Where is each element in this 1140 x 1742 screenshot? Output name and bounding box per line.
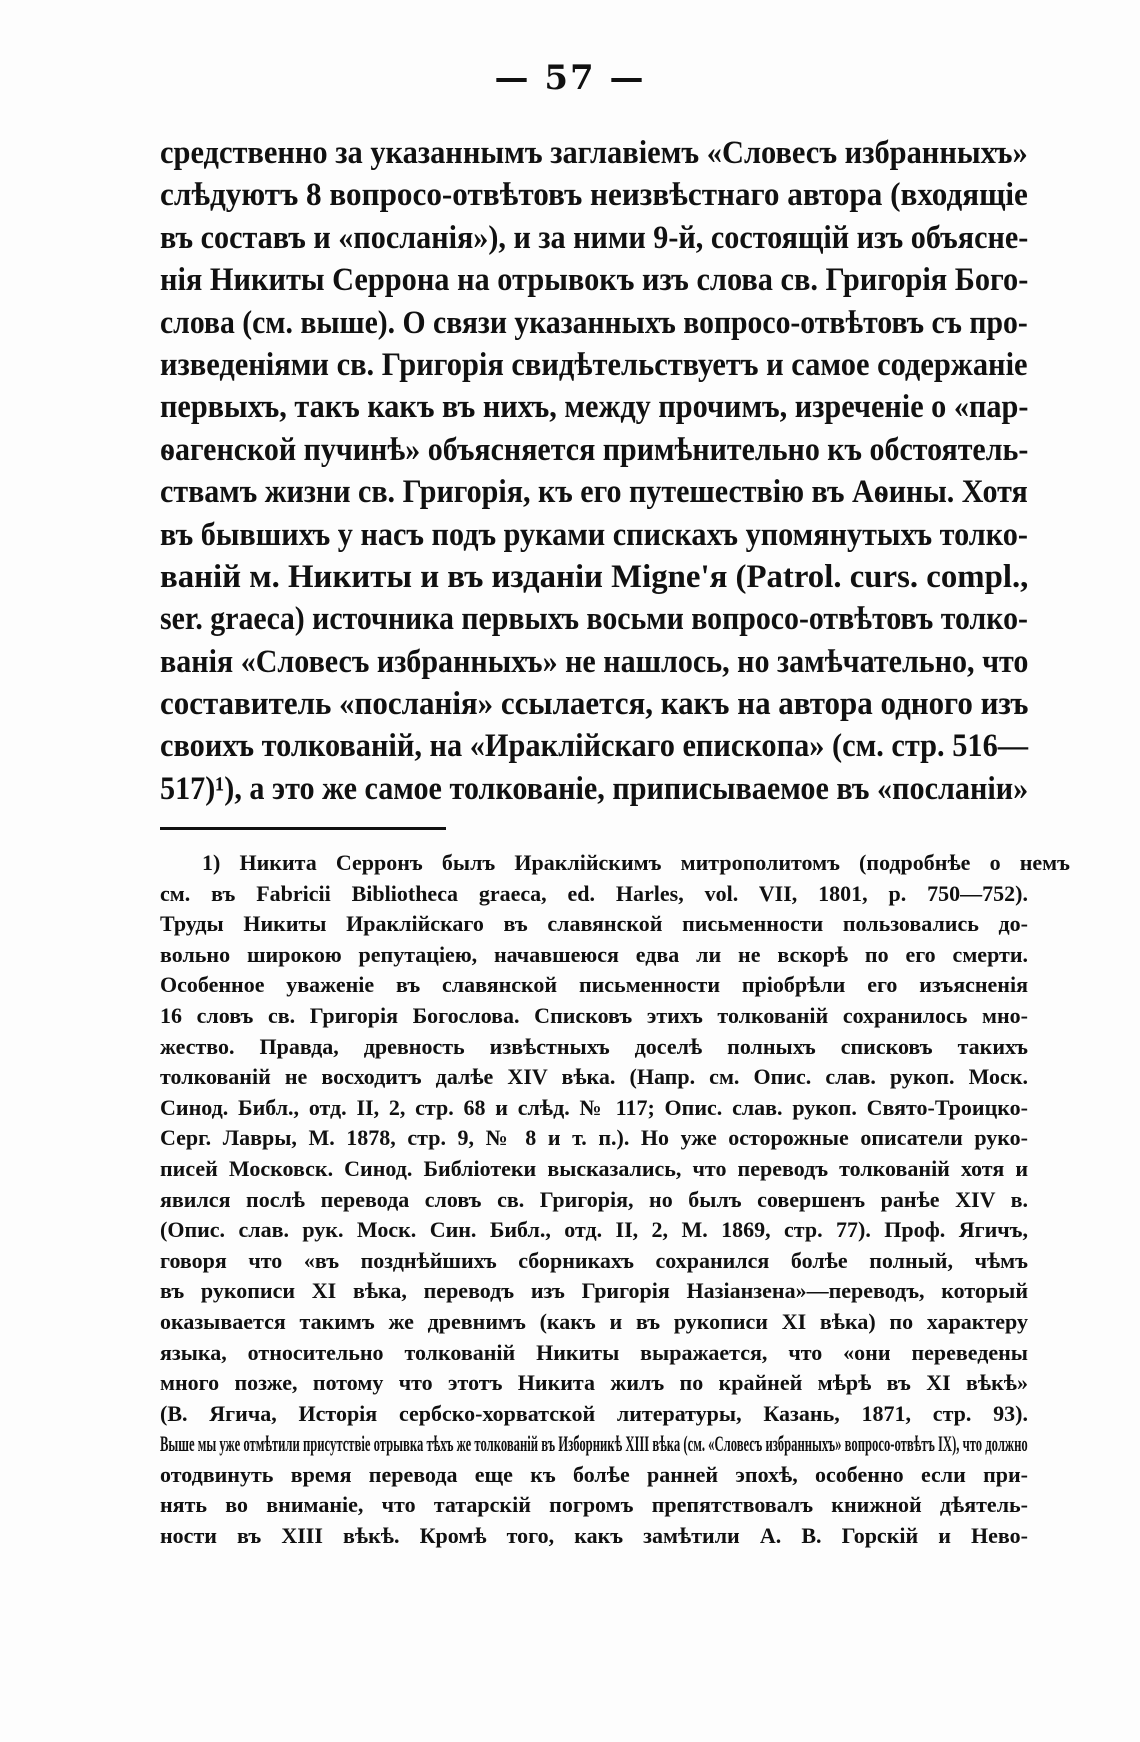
footnote-line: Труды Никиты Ираклійскаго въ славянской письменности пользовались до- [160,911,1028,937]
footnote-line: толкованій не восходитъ далѣе XIV вѣка. (Напр. см. Опис. слав. рукоп. Моск. [160,1064,1028,1090]
text-line: ваній м. Никиты и въ изданіи Migne'я (Patrol. curs. compl., [160,558,1029,595]
page-number: — 57 — [494,58,646,98]
footnote-line: языка, относительно толкованій Никиты выражается, что «они переведены [160,1339,1028,1365]
main-text [160,132,1028,810]
text-line: средственно за указаннымъ заглавіемъ «Словесъ избранныхъ» [160,135,1028,171]
footnote-line: Особенное уваженіе въ славянской письменности пріобрѣли его изъясненія [160,972,1028,998]
text-line: нія Никиты Серрона на отрывокъ изъ слова св. Григорія Бого- [160,262,1029,299]
footnote-line: много позже, потому что этотъ Никита жилъ по крайней мѣрѣ въ XI вѣкѣ» [160,1370,1028,1396]
footnote-line: 16 словъ св. Григорія Богослова. Списковъ этихъ толкованій сохранилось мно- [160,1002,1028,1028]
text-line: въ составъ и «посланія»), и за ними 9-й, состоящій изъ объясне- [160,219,1029,256]
text-line: ѳагенской пучинѣ» объясняется примѣнительно къ обстоятель- [160,431,1029,468]
text-line: ser. graeca) источника первыхъ восьми вопросо-отвѣтовъ толко- [160,601,1028,638]
footnote-line: ности въ XIII вѣкѣ. Кромѣ того, какъ замѣтили А. В. Горскій и Нево- [160,1523,1028,1549]
footnote-line: (Опис. слав. рук. Моск. Син. Библ., отд. II, 2, М. 1869, стр. 77). Проф. Ягичъ, [160,1217,1028,1243]
text-line: изведеніями св. Григорія свидѣтельствуетъ и самое содержаніе [160,346,1028,383]
footnote-line: Синод. Библ., отд. II, 2, стр. 68 и слѣд. № 117; Опис. слав. рукоп. Свято-Троицко- [160,1094,1028,1120]
footnote-line: Выше мы уже отмѣтили присутствіе отрывка тѣхъ же толкованій въ Изборникѣ XIII вѣка (см. «Словесъ избранныхъ» вопросо-отвѣтъ IX), что должно [160,1431,1028,1457]
text-line: ствамъ жизни св. Григорія, къ его путешествію въ Аѳины. Хотя [160,474,1028,511]
footnote-line: жество. Правда, древность извѣстныхъ доселѣ полныхъ списковъ такихъ [160,1033,1028,1059]
text-line: составитель «посланія» ссылается, какъ на автора одного изъ [160,686,1029,723]
text-line: слова (см. выше). О связи указанныхъ вопросо-отвѣтовъ съ про- [160,304,1028,341]
text-line: ванія «Словесъ избранныхъ» не нашлось, но замѣчательно, что [160,643,1029,680]
text-line: слѣдуютъ 8 вопросо-отвѣтовъ неизвѣстнаго автора (входящіе [160,177,1028,214]
footnote-line: (В. Ягича, Исторія сербско-хорватской литературы, Казань, 1871, стр. 93). [160,1400,1028,1426]
footnote-line: явился послѣ перевода словъ св. Григорія, но былъ совершенъ ранѣе XIV в. [160,1186,1028,1212]
footnote-line: писей Московск. Синод. Библіотеки высказались, что переводъ толкованій хотя и [160,1155,1028,1181]
footnote-line: см. въ Fabricii Bibliotheca graeca, ed. Harles, vol. VII, 1801, p. 750—752). [160,880,1028,906]
footnote-line: вольно широкою репутаціею, начавшеюся едва ли не вскорѣ по его смерти. [160,941,1028,967]
text-line: въ бывшихъ у насъ подъ руками спискахъ упомянутыхъ толко- [160,516,1028,553]
footnote-line: оказывается такимъ же древнимъ (какъ и въ рукописи XI вѣка) по характеру [160,1308,1028,1334]
footnote-block [160,848,1070,1552]
footnote-line: говоря что «въ позднѣйшихъ сборникахъ сохранился болѣе полный, чѣмъ [160,1247,1028,1273]
text-line: своихъ толкованій, на «Ираклійскаго епископа» (см. стр. 516— [160,728,1029,765]
footnote-line: 1) Никита Серронъ былъ Ираклійскимъ митрополитомъ (подробнѣе о немъ [202,850,1070,875]
text-line: первыхъ, такъ какъ въ нихъ, между прочимъ, изреченіе о «пар- [160,389,1029,426]
footnote-line: отодвинуть время перевода еще къ болѣе ранней эпохѣ, особенно если при- [160,1461,1028,1487]
footnote-divider [160,827,446,830]
text-line: 517)¹), а это же самое толкованіе, приписываемое въ «посланіи» [160,770,1029,807]
footnote-line: въ рукописи XI вѣка, переводъ изъ Григорія Назіанзена»—переводъ, который [160,1278,1028,1304]
footnote-line: нять во вниманіе, что татарскій погромъ препятствовалъ книжной дѣятель- [160,1492,1028,1518]
footnote-line: Серг. Лавры, М. 1878, стр. 9, № 8 и т. п.). Но уже осторожные описатели руко- [160,1125,1028,1151]
